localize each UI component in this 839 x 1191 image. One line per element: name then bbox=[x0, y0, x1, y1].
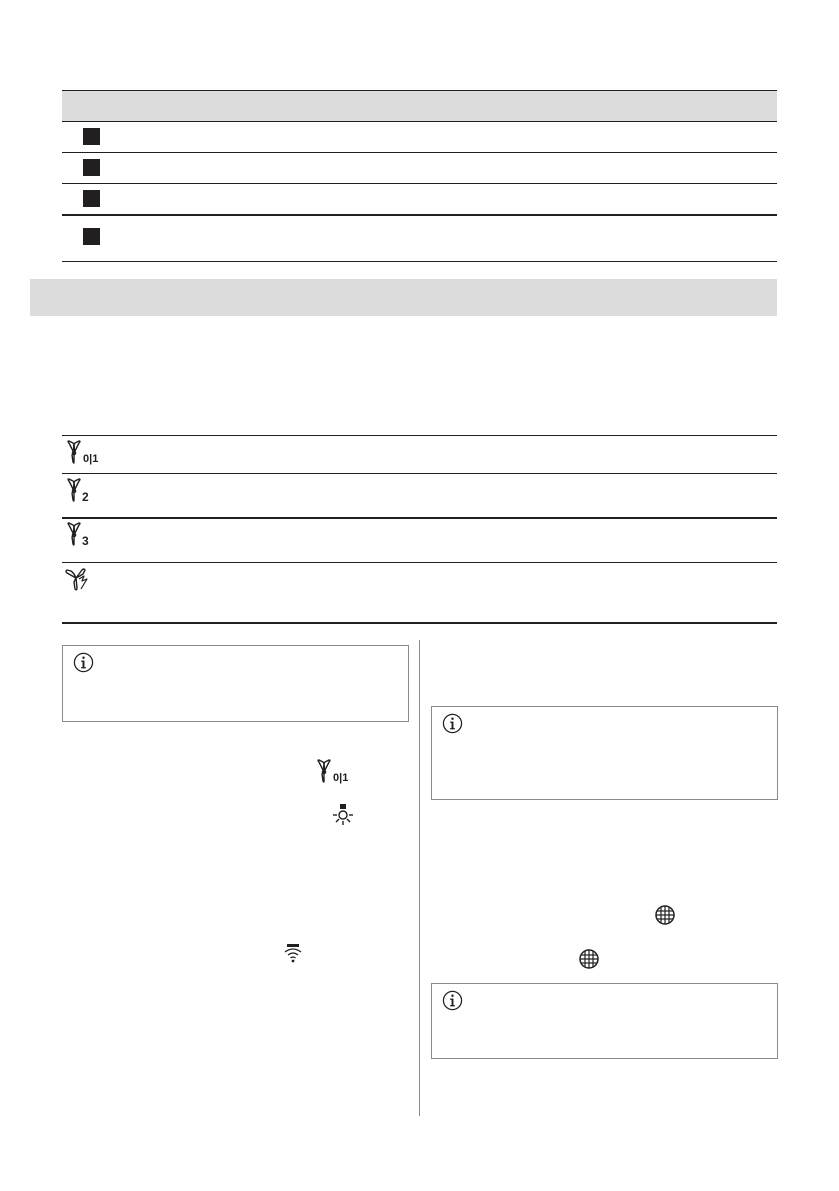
svg-text:3: 3 bbox=[82, 534, 89, 548]
info-icon bbox=[442, 713, 463, 734]
fan-table-bottom-rule bbox=[62, 622, 777, 624]
fan-speed-0-1-icon bbox=[314, 759, 354, 785]
table-bottom-rule bbox=[62, 261, 777, 262]
info-note-box bbox=[431, 983, 778, 1059]
fan-speed-0-1-icon bbox=[64, 440, 104, 466]
row-divider bbox=[62, 562, 777, 563]
fan-speed-3-icon bbox=[64, 522, 96, 548]
remote-signal-icon bbox=[282, 943, 304, 965]
info-icon bbox=[442, 990, 463, 1011]
svg-text:0|1: 0|1 bbox=[83, 453, 99, 465]
square-marker bbox=[83, 128, 100, 145]
info-note-box bbox=[62, 645, 409, 722]
svg-text:0|1: 0|1 bbox=[333, 772, 349, 784]
info-note-box bbox=[431, 706, 778, 800]
grease-filter-icon bbox=[654, 904, 676, 926]
square-marker bbox=[83, 228, 100, 245]
square-marker bbox=[83, 190, 100, 207]
row-divider bbox=[62, 183, 777, 184]
square-marker bbox=[83, 159, 100, 176]
light-icon bbox=[331, 803, 355, 829]
grease-filter-icon bbox=[578, 948, 600, 970]
fan-table-top-rule bbox=[62, 435, 777, 436]
svg-text:2: 2 bbox=[82, 490, 89, 504]
fan-speed-2-icon bbox=[64, 478, 96, 504]
row-divider bbox=[62, 152, 777, 153]
column-divider bbox=[419, 640, 420, 1116]
table-header-band bbox=[62, 91, 777, 121]
row-divider bbox=[62, 473, 777, 474]
table-top-rule bbox=[62, 90, 777, 91]
fan-intensive-icon bbox=[64, 567, 92, 593]
section-heading-band bbox=[30, 279, 777, 316]
row-divider bbox=[62, 214, 777, 216]
table-header-rule bbox=[62, 121, 777, 122]
row-divider bbox=[62, 517, 777, 519]
info-icon bbox=[73, 652, 94, 673]
